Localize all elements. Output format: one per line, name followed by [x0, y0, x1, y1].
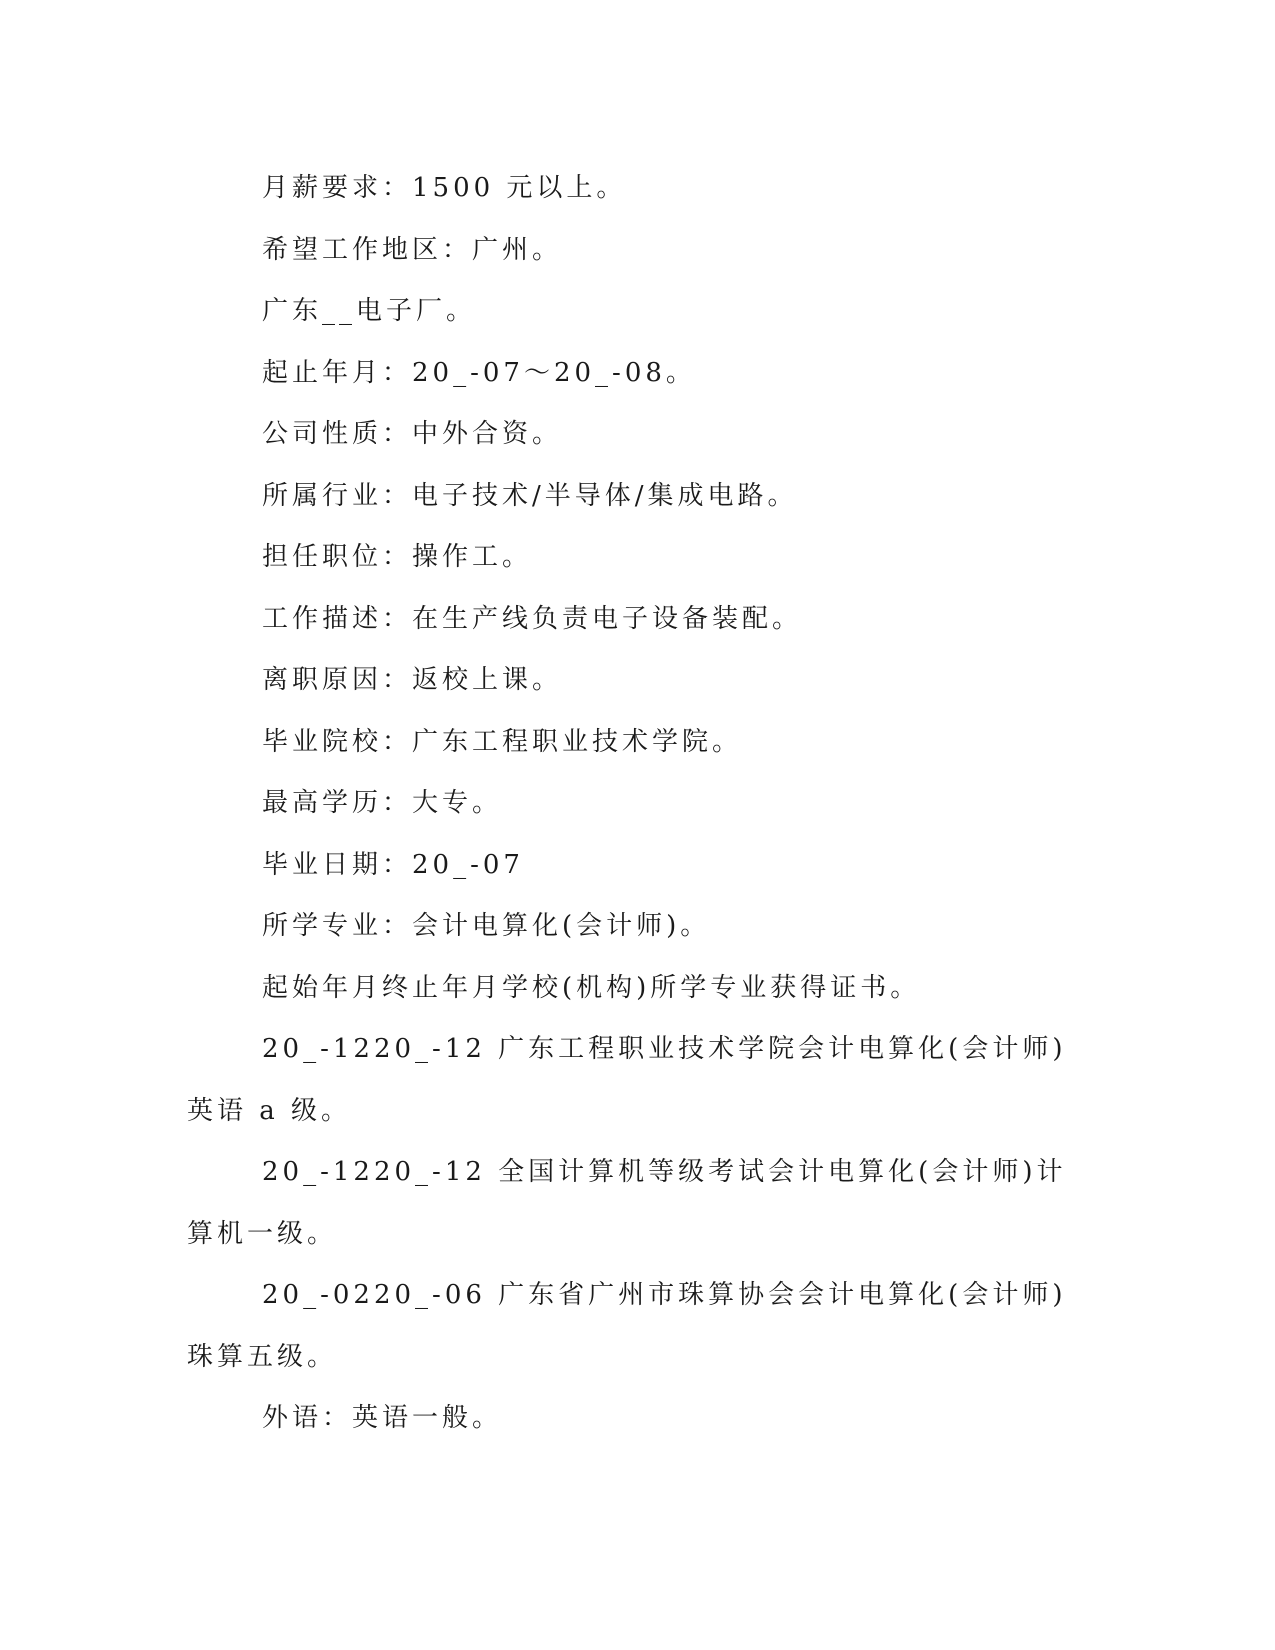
paragraph-leave-reason: 离职原因：返校上课。: [262, 665, 563, 695]
paragraph-certificate-computer: 20_-1220_-12 全国计算机等级考试会计电算化(会计师)计算机一级。: [187, 1157, 1067, 1249]
paragraph-company: 广东__电子厂。: [262, 296, 477, 326]
paragraph-position: 担任职位：操作工。: [262, 542, 533, 572]
paragraph-company-type: 公司性质：中外合资。: [262, 419, 563, 449]
paragraph-work-region: 希望工作地区：广州。: [262, 234, 563, 265]
paragraph-salary: 月薪要求：1500 元以上。: [262, 173, 627, 203]
paragraph-certificate-header: 起始年月终止年月学校(机构)所学专业获得证书。: [262, 972, 921, 1003]
paragraph-graduation-date: 毕业日期：20_-07: [262, 849, 524, 880]
paragraph-period: 起止年月：20_-07～20_-08。: [262, 357, 696, 388]
paragraph-industry: 所属行业：电子技术/半导体/集成电路。: [262, 480, 798, 511]
document-page: [187, 158, 1067, 1450]
paragraph-major: 所学专业：会计电算化(会计师)。: [262, 911, 711, 941]
paragraph-certificate-abacus: 20_-0220_-06 广东省广州市珠算协会会计电算化(会计师)珠算五级。: [187, 1280, 1067, 1372]
paragraph-certificate-english: 20_-1220_-12 广东工程职业技术学院会计电算化(会计师)英语 a 级。: [187, 1034, 1067, 1126]
paragraph-job-description: 工作描述：在生产线负责电子设备装配。: [262, 603, 803, 634]
paragraph-education: 最高学历：大专。: [262, 788, 503, 818]
paragraph-foreign-language: 外语：英语一般。: [262, 1403, 503, 1433]
paragraph-school: 毕业院校：广东工程职业技术学院。: [262, 726, 743, 757]
